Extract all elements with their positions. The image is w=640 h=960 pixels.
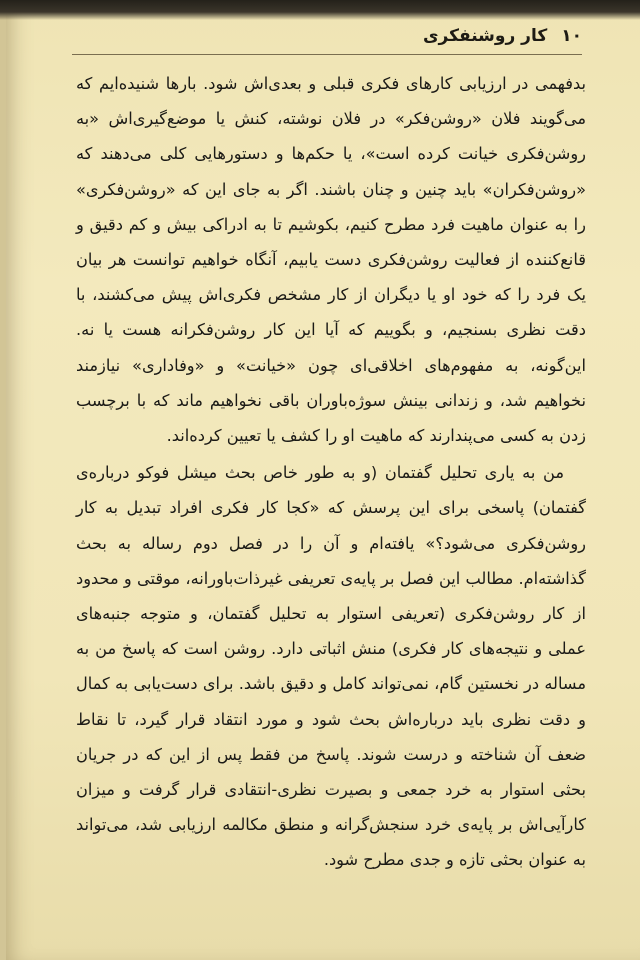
paragraph-2: من به یاری تحلیل گفتمان (و به طور خاص بحث میشل فوکو درباره‌ی گفتمان) پاسخی برای این پرسش که «کجا کار فکری افراد تبدیل به کار روشن‌فکری می‌شود؟» یافته‌ام و آن را در فصل دوم رساله به بحث گذاشته‌ام. مطالب این فصل بر پایه‌ی تعریفی غیرذات‌باورانه، موقتی و محدود از کار روشن‌فکری (تعریفی استوار به تحلیل گفتمان، و متوجه جنبه‌های عملی و نتیجه‌های کار فکری) منش اثباتی دارد. روشن است که پاسخ من به مساله در نخستین گام، نمی‌تواند کامل و دقیق باشد. برای دست‌یابی به کمال و دقت نظری باید درباره‌اش بحث شود و مورد انتقاد قرار گیرد، تا نقاط ضعف آن شناخته و درست شوند. پاسخ من فقط پس از این که در جریان بحثی استوار به خرد جمعی و بصیرت نظری-انتقادی قرار گرفت و میزان کارآیی‌اش بر پایه‌ی خرد سنجش‌گرانه و منطق مکالمه ارزیابی شد، می‌تواند به عنوان بحثی تازه و جدی مطرح شود. — [76, 463, 586, 870]
running-header — [423, 26, 582, 46]
page-number: ۱۰ — [561, 26, 582, 46]
running-title: کار روشنفکری — [422, 26, 548, 46]
book-page — [6, 0, 640, 960]
paragraph-1: بدفهمی در ارزیابی کارهای فکری قبلی و بعدی‌اش شود. بارها شنیده‌ایم که می‌گویند فلان «روشن‌فکر» در فلان نوشته، کنش یا موضع‌گیری‌اش «به روشن‌فکری خیانت کرده است»، یا حکم‌ها و دستورهایی کلی می‌دهند که «روشن‌فکران» باید چنین و چنان باشند. اگر به جای این که «روشن‌فکری» را به عنوان ماهیت فرد مطرح کنیم، بکوشیم تا به ادراکی بیش و کم دقیق و قانع‌کننده از فعالیت روشن‌فکری دست یابیم، آنگاه خواهیم توانست هر بیان یک فرد را که خود او یا دیگران از کار مشخص فکری‌اش پیش می‌کشند، با دقت نظری بسنجیم، و بگوییم که آیا این کار روشن‌فکرانه هست یا نه. این‌گونه، به مفهوم‌های اخلاقی‌ای چون «خیانت» و «وفاداری» نیازمند نخواهیم شد، و زندانی بینش سوژه‌باوران باقی نخواهیم ماند که با برچسب زدن به کسی می‌پندارند که ماهیت او را کشف یا تعیین کرده‌اند. — [76, 74, 586, 446]
body-text — [76, 66, 586, 878]
page-edge-shadow — [0, 0, 640, 20]
header-divider — [72, 54, 582, 55]
